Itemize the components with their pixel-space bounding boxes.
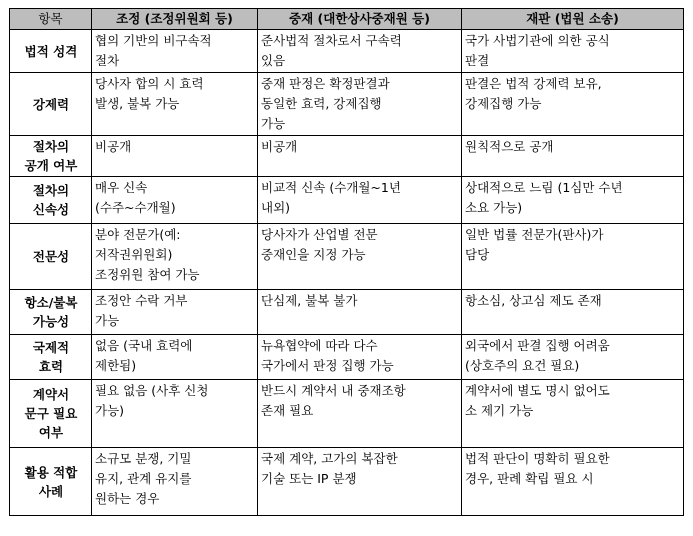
cell-text-line: 있음 bbox=[261, 53, 286, 68]
cell-text-line: (상호주의 요건 필요) bbox=[465, 358, 580, 373]
cell-text-line: 외국에서 판결 집행 어려움 bbox=[465, 338, 610, 353]
arbitration-cell bbox=[258, 290, 462, 335]
mediation-cell bbox=[92, 290, 258, 335]
mediation-cell bbox=[92, 30, 258, 73]
table-body bbox=[10, 30, 684, 516]
cell-text-line: 유지, 관계 유지를 bbox=[95, 471, 192, 486]
cell-text-line: 저작권위원회) bbox=[95, 247, 173, 262]
table-row bbox=[10, 224, 684, 290]
cell-text-line: 비공개 bbox=[95, 139, 132, 154]
table-row bbox=[10, 30, 684, 73]
mediation-cell bbox=[92, 136, 258, 177]
arbitration-cell bbox=[258, 448, 462, 516]
cell-text-line: 기술 또는 IP 분쟁 bbox=[261, 471, 357, 486]
cell-text-line: 판결은 법적 강제력 보유, bbox=[465, 76, 602, 91]
header-item: 항목 bbox=[10, 9, 92, 30]
cell-text-line: 뉴욕협약에 따라 다수 bbox=[261, 338, 378, 353]
comparison-table bbox=[9, 8, 684, 516]
arbitration-cell bbox=[258, 30, 462, 73]
cell-text-line: 신속성 bbox=[32, 202, 70, 217]
cell-text-line: 활용 적합 bbox=[24, 464, 78, 480]
cell-text-line: 계약서에 별도 명시 없어도 bbox=[465, 383, 610, 398]
row-header-cell bbox=[10, 177, 92, 224]
litigation-cell bbox=[462, 73, 684, 136]
cell-text-line: 없음 (국내 효력에 bbox=[95, 338, 193, 353]
header-arbitration: 중재 (대한상사중재원 등) bbox=[258, 9, 462, 30]
cell-text-line: 문구 필요 bbox=[24, 406, 78, 421]
cell-text-line: 중재 판정은 확정판결과 bbox=[261, 76, 390, 91]
arbitration-cell bbox=[258, 177, 462, 224]
cell-text-line: 법적 판단이 명확히 필요한 bbox=[465, 451, 610, 466]
litigation-cell bbox=[462, 224, 684, 290]
cell-text-line: 가능 bbox=[95, 313, 120, 328]
table-row bbox=[10, 335, 684, 380]
arbitration-cell bbox=[258, 73, 462, 136]
cell-text-line: 가능성 bbox=[32, 314, 70, 329]
cell-text-line: 협의 기반의 비구속적 bbox=[95, 33, 212, 48]
cell-text-line: 항소/불복 bbox=[24, 295, 78, 310]
row-header-cell bbox=[10, 30, 92, 73]
cell-text-line: (수주~수개월) bbox=[95, 200, 176, 215]
row-header-cell bbox=[10, 448, 92, 516]
table-header bbox=[10, 9, 684, 30]
cell-text-line: 여부 bbox=[38, 425, 64, 440]
cell-text-line: 경우, 판례 확립 필요 시 bbox=[465, 471, 594, 486]
cell-text-line: 상대적으로 느림 (1심만 수년 bbox=[465, 180, 623, 195]
table-row bbox=[10, 448, 684, 516]
cell-text-line: 반드시 계약서 내 중재조항 bbox=[261, 383, 406, 398]
header-row bbox=[10, 9, 684, 30]
cell-text-line: 존재 필요 bbox=[261, 403, 314, 418]
cell-text-line: 법적 성격 bbox=[24, 43, 78, 59]
table-row bbox=[10, 177, 684, 224]
arbitration-cell bbox=[258, 136, 462, 177]
mediation-cell bbox=[92, 380, 258, 448]
cell-text-line: 사례 bbox=[38, 483, 64, 499]
cell-text-line: 동일한 효력, 강제집행 bbox=[261, 96, 382, 111]
cell-text-line: 중재인을 지정 가능 bbox=[261, 247, 366, 262]
row-header-cell bbox=[10, 335, 92, 380]
cell-text-line: 가능) bbox=[95, 403, 125, 418]
cell-text-line: 원하는 경우 bbox=[95, 491, 160, 506]
cell-text-line: 비공개 bbox=[261, 139, 298, 154]
cell-text-line: 당사자가 산업별 전문 bbox=[261, 227, 378, 242]
cell-text-line: 준사법적 절차로서 구속력 bbox=[261, 33, 402, 48]
cell-text-line: 국가 사법기관에 의한 공식 bbox=[465, 33, 610, 48]
cell-text-line: 소요 가능) bbox=[465, 200, 523, 215]
cell-text-line: 가능 bbox=[261, 116, 286, 131]
row-header-cell bbox=[10, 224, 92, 290]
litigation-cell bbox=[462, 136, 684, 177]
cell-text-line: 판결 bbox=[465, 53, 490, 68]
arbitration-cell bbox=[258, 224, 462, 290]
cell-text-line: 항소심, 상고심 제도 존재 bbox=[465, 293, 602, 308]
litigation-cell bbox=[462, 30, 684, 73]
arbitration-cell bbox=[258, 335, 462, 380]
header-mediation: 조정 (조정위원회 등) bbox=[92, 9, 258, 30]
table-row bbox=[10, 136, 684, 177]
cell-text-line: 조정위원 참여 가능 bbox=[95, 267, 200, 282]
cell-text-line: 단심제, 불복 불가 bbox=[261, 293, 358, 308]
table-row bbox=[10, 380, 684, 448]
table-row bbox=[10, 73, 684, 136]
cell-text-line: 당사자 합의 시 효력 bbox=[95, 76, 204, 91]
litigation-cell bbox=[462, 335, 684, 380]
cell-text-line: 발생, 불복 가능 bbox=[95, 96, 180, 111]
cell-text-line: 절차 bbox=[95, 53, 120, 68]
cell-text-line: 소 제기 가능 bbox=[465, 403, 534, 418]
cell-text-line: 계약서 bbox=[32, 387, 70, 402]
cell-text-line: 효력 bbox=[38, 359, 64, 374]
cell-text-line: 조정안 수락 거부 bbox=[95, 293, 188, 308]
mediation-cell bbox=[92, 177, 258, 224]
cell-text-line: 담당 bbox=[465, 247, 490, 262]
cell-text-line: 원칙적으로 공개 bbox=[465, 139, 554, 154]
mediation-cell bbox=[92, 335, 258, 380]
table-row bbox=[10, 290, 684, 335]
header-litigation: 재판 (법원 소송) bbox=[462, 9, 684, 30]
row-header-cell bbox=[10, 73, 92, 136]
row-header-cell bbox=[10, 290, 92, 335]
litigation-cell bbox=[462, 290, 684, 335]
cell-text-line: 국제적 bbox=[32, 340, 70, 355]
cell-text-line: 비교적 신속 (수개월~1년 bbox=[261, 180, 401, 195]
mediation-cell bbox=[92, 448, 258, 516]
litigation-cell bbox=[462, 177, 684, 224]
cell-text-line: 분야 전문가(예: bbox=[95, 227, 181, 242]
mediation-cell bbox=[92, 224, 258, 290]
arbitration-cell bbox=[258, 380, 462, 448]
cell-text-line: 매우 신속 bbox=[95, 180, 148, 195]
cell-text-line: 강제력 bbox=[32, 96, 70, 112]
mediation-cell bbox=[92, 73, 258, 136]
cell-text-line: 필요 없음 (사후 신청 bbox=[95, 383, 209, 398]
row-header-cell bbox=[10, 380, 92, 448]
cell-text-line: 일반 법률 전문가(판사)가 bbox=[465, 227, 604, 242]
cell-text-line: 제한됨) bbox=[95, 358, 137, 373]
cell-text-line: 전문성 bbox=[32, 249, 70, 264]
cell-text-line: 절차의 bbox=[32, 183, 70, 198]
cell-text-line: 국가에서 판정 집행 가능 bbox=[261, 358, 394, 373]
row-header-cell bbox=[10, 136, 92, 177]
cell-text-line: 소규모 분쟁, 기밀 bbox=[95, 451, 192, 466]
cell-text-line: 절차의 bbox=[32, 139, 70, 154]
cell-text-line: 강제집행 가능 bbox=[465, 96, 542, 111]
litigation-cell bbox=[462, 380, 684, 448]
cell-text-line: 내외) bbox=[261, 200, 291, 215]
litigation-cell bbox=[462, 448, 684, 516]
cell-text-line: 국제 계약, 고가의 복잡한 bbox=[261, 451, 398, 466]
cell-text-line: 공개 여부 bbox=[24, 158, 78, 173]
